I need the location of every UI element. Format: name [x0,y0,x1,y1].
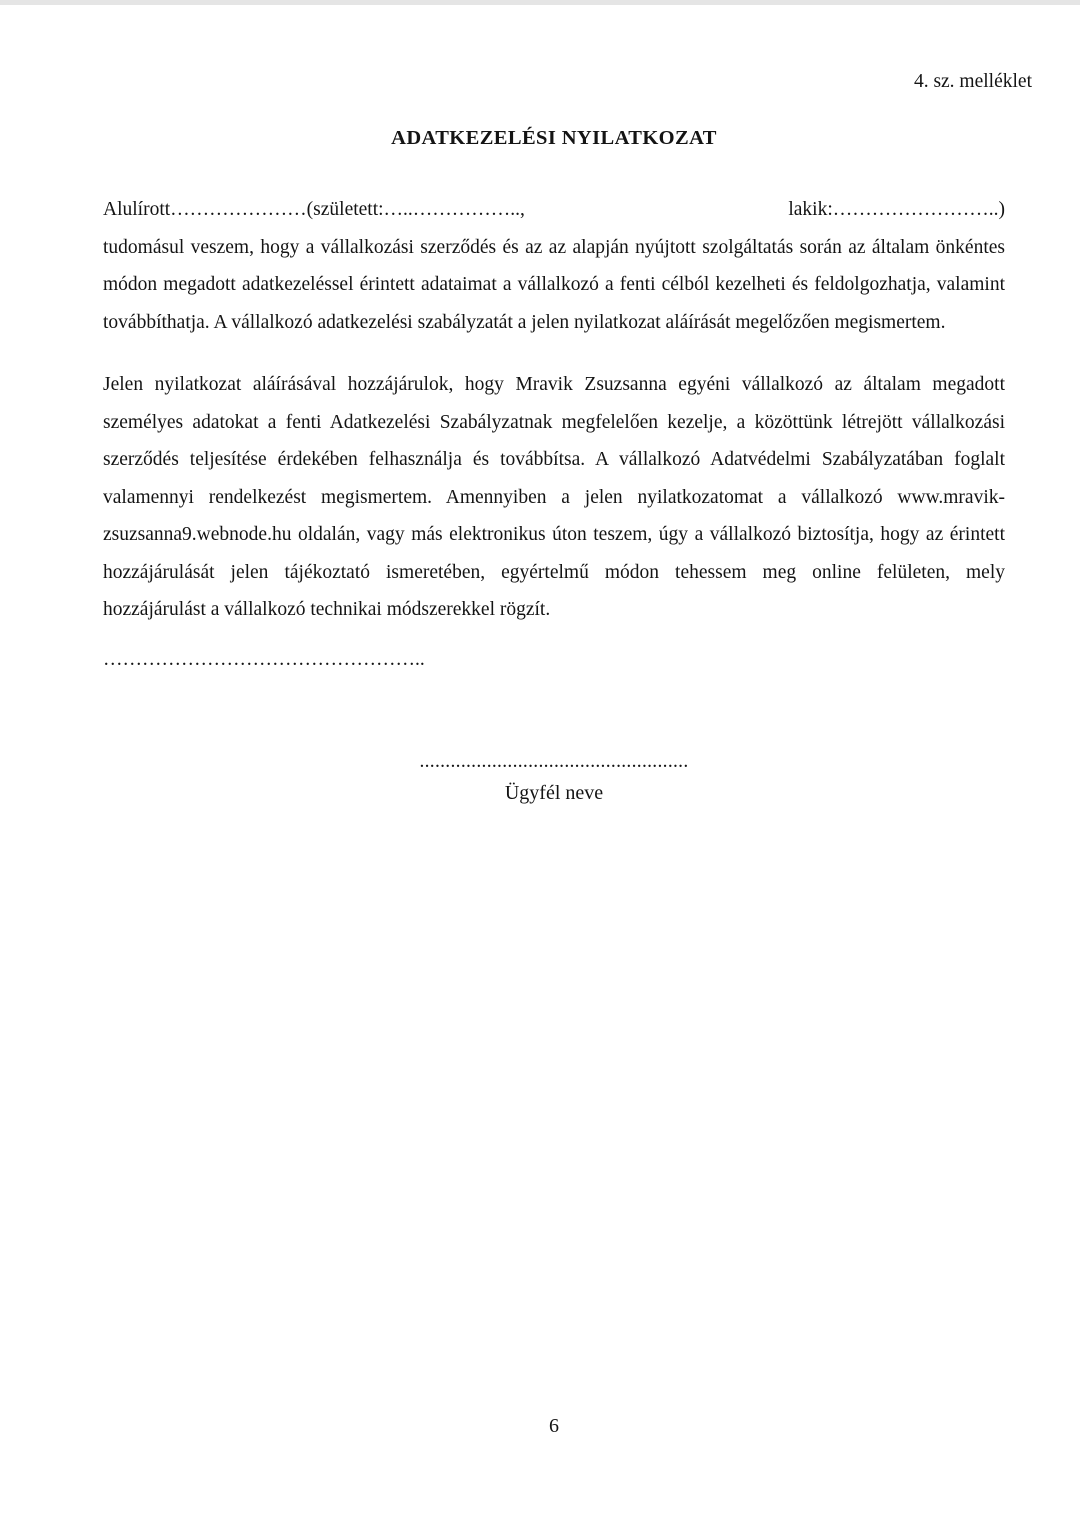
paragraph-line: szerződés teljesítése érdekében felhasználja és továbbítsa. A vállalkozó Adatvédelmi Szabályzatában foglalt [103,449,1005,470]
paragraph-line: hozzájárulását jelen tájékoztató ismeretében, egyértelmű módon tehessem meg online felületen, mely [103,561,1005,583]
paragraph-intro [103,191,1005,341]
paragraph-line: személyes adatokat a fenti Adatkezelési Szabályzatnak megfelelően kezelje, a közöttünk létrejött vállalkozási [103,411,1005,433]
scan-edge-strip [0,0,1080,5]
page-number: 6 [549,1415,559,1437]
paragraph-line: hozzájárulást a vállalkozó technikai módszerekkel rögzít. [103,599,551,620]
paragraph-line: továbbíthatja. A vállalkozó adatkezelési szabályzatát a jelen nyilatkozat aláírását megelőzően megismertem. [103,311,946,333]
paragraph-line: valamennyi rendelkezést megismertem. Amennyiben a jelen nyilatkozatomat a vállalkozó www.mravik- [103,486,1005,508]
annex-label: 4. sz. melléklet [913,71,1032,92]
paragraph-line: módon megadott adatkezeléssel érintett adataimat a vállalkozó a fenti célból kezelheti és feldolgozhatja, valamint [103,274,1005,295]
document-title: ADATKEZELÉSI NYILATKOZAT [391,127,717,149]
paragraph-line: tudomásul veszem, hogy a vállalkozási szerződés és az az alapján nyújtott szolgáltatás során az általam önkéntes [103,236,1005,258]
paragraph-consent [103,366,1005,629]
client-name-label: Ügyfél neve [504,782,604,804]
paragraph-line: Jelen nyilatkozat aláírásával hozzájárulok, hogy Mravik Zsuzsanna egyéni vállalkozó az általam megadott [103,374,1005,395]
client-signature-dotted-line: .................................................... [419,751,689,772]
paragraph-line: zsuzsanna9.webnode.hu oldalán, vagy más elektronikus úton teszem, úgy a vállalkozó biztosítja, hogy az érintett [103,524,1005,545]
paragraph-line: Alulírott…………………(született:…..…………….., lakik:……………………..) [103,199,1005,220]
signature-dotted-line-left: ………………………………………….. [103,649,425,670]
